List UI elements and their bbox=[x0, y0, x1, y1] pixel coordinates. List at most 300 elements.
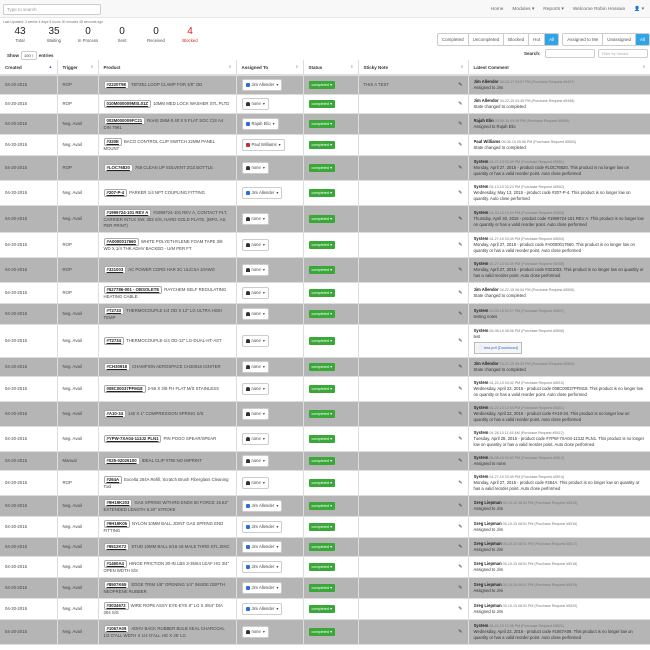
col-created[interactable]: Created ▲ bbox=[0, 60, 57, 75]
edit-note-pencil-icon[interactable]: ✎ bbox=[458, 436, 463, 442]
trigger-type: Neg. Avail bbox=[62, 338, 82, 343]
status-dropdown[interactable]: completed ▾ bbox=[309, 363, 336, 371]
cell-sticky-note[interactable] bbox=[358, 95, 468, 114]
status-dropdown[interactable]: completed ▾ bbox=[309, 189, 336, 197]
table-row bbox=[0, 538, 650, 557]
product-description: 140 X 1" COMPRESSION SPRING S/S bbox=[127, 411, 204, 416]
assignee-dropdown[interactable] bbox=[242, 79, 283, 91]
status-dropdown[interactable]: completed ▾ bbox=[309, 502, 336, 510]
comment-meta: 04-22-15 04:42 PM (Purchase Request #5510) bbox=[489, 381, 565, 385]
cell-latest-comment bbox=[468, 325, 650, 358]
comment-author: Paul Williams bbox=[473, 139, 501, 144]
product-code-link[interactable]: #1999724-101 REV A bbox=[104, 209, 152, 217]
assignee-dropdown[interactable] bbox=[242, 162, 269, 174]
cell-trigger bbox=[57, 114, 98, 135]
status-dropdown[interactable]: completed ▾ bbox=[309, 141, 336, 149]
product-description: RoHS 2MM-0.40 X 5 FLAT SOC C/S A4 DIN 7991 bbox=[103, 118, 224, 130]
status-dropdown[interactable]: completed ▾ bbox=[309, 164, 336, 172]
cell-trigger bbox=[57, 427, 98, 452]
cell-sticky-note[interactable] bbox=[358, 156, 468, 181]
status-dropdown[interactable]: completed ▾ bbox=[309, 241, 336, 249]
cell-sticky-note[interactable] bbox=[358, 206, 468, 233]
edit-note-pencil-icon[interactable]: ✎ bbox=[458, 503, 463, 509]
cell-latest-comment bbox=[468, 471, 650, 496]
comment-author: System bbox=[473, 236, 489, 241]
cell-sticky-note[interactable] bbox=[358, 377, 468, 402]
edit-note-pencil-icon[interactable]: ✎ bbox=[458, 458, 463, 464]
nav-links bbox=[491, 0, 644, 18]
caret-down-icon: ▾ bbox=[262, 386, 265, 391]
cell-trigger bbox=[57, 283, 98, 304]
cell-product bbox=[98, 156, 236, 181]
product-code-link[interactable]: #320E bbox=[104, 138, 122, 146]
assignee-dropdown[interactable] bbox=[242, 433, 269, 445]
product-code-link[interactable]: #T2734 bbox=[104, 337, 125, 345]
cell-status bbox=[303, 233, 358, 258]
edit-note-pencil-icon[interactable]: ✎ bbox=[458, 121, 463, 127]
stat-blocked[interactable] bbox=[173, 26, 207, 43]
trigger-type: ROP bbox=[62, 82, 72, 87]
cell-trigger bbox=[57, 538, 98, 557]
cell-assigned-to bbox=[236, 402, 303, 427]
edit-note-pencil-icon[interactable]: ✎ bbox=[458, 364, 463, 370]
table-row bbox=[0, 496, 650, 517]
sort-icon: ⇕ bbox=[460, 64, 464, 69]
status-dropdown[interactable]: completed ▾ bbox=[309, 410, 336, 418]
filter-completed[interactable]: Completed bbox=[438, 34, 469, 45]
comment-text: State changed to completed bbox=[473, 104, 526, 109]
table-row bbox=[0, 377, 650, 402]
product-description: BACO CONTROL CLIP SWITCH 22MM PANEL MOUNT bbox=[103, 139, 215, 151]
user-icon bbox=[246, 83, 250, 87]
cell-trigger bbox=[57, 496, 98, 517]
cell-product bbox=[98, 620, 236, 645]
edit-note-pencil-icon[interactable]: ✎ bbox=[458, 101, 463, 107]
user-icon bbox=[246, 102, 250, 106]
comment-meta: 05-08-15 04:52 PM (Purchase Request #5513) bbox=[489, 456, 565, 460]
cell-trigger bbox=[57, 233, 98, 258]
trigger-type: Neg. Avail bbox=[62, 311, 82, 316]
user-icon bbox=[246, 268, 250, 272]
assignee-dropdown[interactable] bbox=[242, 500, 283, 512]
entries-select[interactable]: 100 ↕ bbox=[21, 51, 37, 60]
comment-author: Jim Allendor bbox=[473, 361, 499, 366]
cell-sticky-note[interactable] bbox=[358, 452, 468, 471]
status-dropdown[interactable]: completed ▾ bbox=[309, 563, 336, 571]
cell-sticky-note[interactable] bbox=[358, 402, 468, 427]
assignee-dropdown[interactable] bbox=[242, 187, 283, 199]
cell-assigned-to bbox=[236, 233, 303, 258]
filter-uncompleted[interactable]: Uncompleted bbox=[469, 34, 505, 45]
product-code-link[interactable]: #264A bbox=[104, 476, 123, 484]
edit-note-pencil-icon[interactable]: ✎ bbox=[458, 606, 463, 612]
comment-text: Monday, April 27, 2015 - product code #LOC76820. This product is no longer low on quantity or has a valid reorder point. Auto close performed bbox=[473, 165, 630, 176]
product-code-link[interactable]: #9H19K203 bbox=[104, 499, 133, 507]
user-menu-icon[interactable]: 👤 ▾ bbox=[634, 6, 644, 12]
edit-note-pencil-icon[interactable]: ✎ bbox=[458, 82, 463, 88]
status-dropdown[interactable]: completed ▾ bbox=[309, 523, 336, 531]
assignee-name: none bbox=[251, 101, 261, 106]
col-product[interactable]: Product ⇕ bbox=[98, 60, 236, 75]
user-icon bbox=[246, 459, 250, 463]
status-dropdown[interactable]: completed ▾ bbox=[309, 289, 336, 297]
edit-note-pencil-icon[interactable]: ✎ bbox=[458, 564, 463, 570]
cell-sticky-note[interactable] bbox=[358, 557, 468, 578]
assignee-name: none bbox=[251, 411, 261, 416]
status-dropdown[interactable]: completed ▾ bbox=[309, 628, 336, 636]
product-code-link[interactable]: #025-02026100 bbox=[104, 457, 140, 465]
cell-created bbox=[0, 114, 57, 135]
cell-latest-comment bbox=[468, 402, 650, 427]
edit-note-pencil-icon[interactable]: ✎ bbox=[458, 629, 463, 635]
cell-sticky-note[interactable] bbox=[358, 496, 468, 517]
trigger-type: Neg. Avail bbox=[62, 564, 82, 569]
status-dropdown[interactable]: completed ▾ bbox=[309, 543, 336, 551]
trigger-type: Neg. Avail bbox=[62, 142, 82, 147]
comment-author: Greg Liepman bbox=[473, 521, 502, 526]
cell-latest-comment bbox=[468, 304, 650, 325]
cell-assigned-to bbox=[236, 206, 303, 233]
stat-received[interactable] bbox=[139, 26, 173, 43]
assignee-dropdown[interactable] bbox=[242, 408, 269, 420]
cell-status bbox=[303, 75, 358, 95]
created-date: 04-20-2015 bbox=[5, 386, 27, 391]
cell-assigned-to bbox=[236, 427, 303, 452]
col-assigned-to[interactable]: Assigned To ⇕ bbox=[236, 60, 303, 75]
product-code-link[interactable]: #A0000017660 bbox=[104, 238, 139, 246]
assignee-dropdown[interactable] bbox=[242, 213, 269, 225]
cell-sticky-note[interactable] bbox=[358, 114, 468, 135]
trigger-type: Neg. Avail bbox=[62, 524, 82, 529]
created-date: 04-20-2015 bbox=[5, 121, 27, 126]
entries-label: entries bbox=[38, 53, 54, 58]
assignee-dropdown[interactable] bbox=[242, 455, 269, 467]
created-date: 04-20-2015 bbox=[5, 165, 27, 170]
status-dropdown[interactable]: completed ▾ bbox=[309, 310, 336, 318]
stat-total[interactable] bbox=[3, 26, 37, 43]
edit-note-pencil-icon[interactable]: ✎ bbox=[458, 338, 463, 344]
nav-welcome-user[interactable]: Welcome Robin Hossain bbox=[572, 6, 626, 12]
cell-sticky-note[interactable] bbox=[358, 233, 468, 258]
caret-down-icon: ▾ bbox=[262, 480, 265, 485]
cell-sticky-note[interactable] bbox=[358, 325, 468, 358]
cell-sticky-note[interactable] bbox=[358, 471, 468, 496]
trigger-type: Neg. Avail bbox=[62, 411, 82, 416]
cell-trigger bbox=[57, 517, 98, 538]
product-code-link[interactable]: 008C00037PFM18 bbox=[104, 385, 146, 393]
trigger-type: ROP bbox=[62, 480, 72, 485]
assignee-dropdown[interactable] bbox=[242, 603, 283, 615]
cell-product bbox=[98, 181, 236, 206]
cell-sticky-note[interactable] bbox=[358, 181, 468, 206]
product-description: 2-56 X 3/8 FH FLAT M/S STAINLESS bbox=[147, 386, 219, 391]
edit-note-pencil-icon[interactable]: ✎ bbox=[458, 585, 463, 591]
cell-product bbox=[98, 95, 236, 114]
comment-text: State changed to completed bbox=[473, 145, 526, 150]
assignee-name: Jim Allender bbox=[251, 503, 275, 508]
product-description: IDEAL CLIP #790 NO IMPRINT bbox=[141, 458, 202, 463]
edit-note-pencil-icon[interactable]: ✎ bbox=[458, 165, 463, 171]
product-code-link[interactable]: #2220T98 bbox=[104, 81, 129, 89]
cell-created bbox=[0, 95, 57, 114]
comment-author: System bbox=[473, 159, 489, 164]
trigger-type: Neg. Avail bbox=[62, 436, 82, 441]
cell-sticky-note[interactable] bbox=[358, 599, 468, 620]
comment-text: Assigned to none bbox=[473, 461, 506, 466]
status-dropdown[interactable]: completed ▾ bbox=[309, 215, 336, 223]
product-code-link[interactable]: #9512K72 bbox=[104, 543, 130, 551]
filter-assigned-to-me[interactable]: Assigned to Me bbox=[563, 34, 603, 45]
status-dropdown[interactable]: completed ▾ bbox=[309, 81, 336, 89]
edit-note-pencil-icon[interactable]: ✎ bbox=[458, 216, 463, 222]
cell-product bbox=[98, 599, 236, 620]
status-dropdown[interactable]: completed ▾ bbox=[309, 266, 336, 274]
user-icon bbox=[246, 504, 250, 508]
product-description: TEFZEL LOOP CLAMP FOR 3/8" OD bbox=[130, 82, 203, 87]
comment-author: System bbox=[473, 474, 489, 479]
edit-note-pencil-icon[interactable]: ✎ bbox=[458, 311, 463, 317]
edit-note-pencil-icon[interactable]: ✎ bbox=[458, 480, 463, 486]
product-code-link[interactable]: #1460A4 bbox=[104, 560, 127, 568]
cell-created bbox=[0, 283, 57, 304]
product-code-link[interactable]: #3034672 bbox=[104, 602, 129, 610]
filter-unassigned[interactable]: Unassigned bbox=[603, 34, 636, 45]
global-search-input[interactable]: Type to search bbox=[3, 4, 101, 15]
assignee-dropdown[interactable] bbox=[242, 361, 269, 373]
nav-reports-dropdown[interactable]: Reports ▾ bbox=[543, 6, 564, 12]
product-code-link[interactable]: 010M000009MSL01Z bbox=[104, 100, 152, 108]
assignee-dropdown[interactable] bbox=[242, 98, 269, 110]
created-date: 04-20-2015 bbox=[5, 190, 27, 195]
filter-all-state[interactable]: All bbox=[545, 34, 558, 45]
product-code-link[interactable]: #LOC76820 bbox=[104, 164, 133, 172]
col-status[interactable]: Status ⇕ bbox=[303, 60, 358, 75]
assignee-dropdown[interactable] bbox=[242, 561, 283, 573]
edit-note-pencil-icon[interactable]: ✎ bbox=[458, 544, 463, 550]
assignee-dropdown[interactable] bbox=[242, 287, 269, 299]
cell-sticky-note[interactable] bbox=[358, 538, 468, 557]
cell-assigned-to bbox=[236, 620, 303, 645]
caret-down-icon: ▾ bbox=[276, 82, 279, 87]
product-code-link[interactable]: #8507K65 bbox=[104, 581, 130, 589]
comment-text: test bbox=[473, 334, 481, 339]
stat-label: In Process bbox=[77, 38, 99, 43]
comment-author: Jim Allendor bbox=[473, 287, 499, 292]
status-dropdown[interactable]: completed ▾ bbox=[309, 120, 336, 128]
cell-sticky-note[interactable] bbox=[358, 304, 468, 325]
comment-author: Rajah Elio bbox=[473, 118, 494, 123]
edit-note-pencil-icon[interactable]: ✎ bbox=[458, 190, 463, 196]
assignee-dropdown[interactable] bbox=[242, 477, 269, 489]
created-date: 04-20-2015 bbox=[5, 436, 27, 441]
nav-home[interactable]: Home bbox=[490, 6, 504, 12]
product-code-link[interactable]: #CH30918 bbox=[104, 363, 131, 371]
col-trigger[interactable]: Trigger ⇕ bbox=[57, 60, 98, 75]
user-icon bbox=[246, 412, 250, 416]
cell-status bbox=[303, 181, 358, 206]
cell-product bbox=[98, 402, 236, 427]
product-description: RAYCHEM SELF REGULATING HEATING CABLE bbox=[103, 287, 227, 299]
search-label: Search: bbox=[524, 51, 541, 56]
table-row bbox=[0, 75, 650, 95]
assignee-name: none bbox=[251, 311, 261, 316]
sort-asc-icon: ▲ bbox=[48, 64, 53, 69]
cell-sticky-note[interactable] bbox=[358, 75, 468, 95]
status-dropdown[interactable]: completed ▾ bbox=[309, 584, 336, 592]
user-icon bbox=[246, 312, 250, 316]
stat-waiting[interactable] bbox=[37, 26, 71, 43]
cell-trigger bbox=[57, 75, 98, 95]
cell-sticky-note[interactable] bbox=[358, 135, 468, 156]
cell-status bbox=[303, 578, 358, 599]
assignee-dropdown[interactable] bbox=[242, 541, 283, 553]
attachment-file[interactable]: 📄 test.pdf [Download] bbox=[474, 342, 522, 354]
product-code-link[interactable]: #9H19K06 bbox=[104, 520, 131, 528]
status-dropdown[interactable]: completed ▾ bbox=[309, 100, 336, 108]
comment-author: System bbox=[473, 455, 489, 460]
product-description: 768 CLEAN UP SOLVENT 2OZ BOTTLE bbox=[134, 165, 214, 170]
cell-sticky-note[interactable] bbox=[358, 578, 468, 599]
edit-note-pencil-icon[interactable]: ✎ bbox=[458, 524, 463, 530]
product-code-link[interactable]: #T2733 bbox=[104, 307, 125, 315]
filter-blocked[interactable]: Blocked bbox=[504, 34, 529, 45]
comment-author: System bbox=[473, 623, 489, 628]
cell-latest-comment bbox=[468, 75, 650, 95]
status-dropdown[interactable]: completed ▾ bbox=[309, 385, 336, 393]
table-row bbox=[0, 114, 650, 135]
cell-product bbox=[98, 452, 236, 471]
product-description: Excelta 264A Refill, Scratch Brush Fiberglass Cleaning Tool bbox=[103, 477, 229, 489]
edit-note-pencil-icon[interactable]: ✎ bbox=[458, 411, 463, 417]
filter-all-assignee[interactable]: All bbox=[636, 34, 649, 45]
comment-meta: 04-22-15 12:36 PM (Purchase Request #5521) bbox=[489, 624, 565, 628]
cell-latest-comment bbox=[468, 114, 650, 135]
cell-assigned-to bbox=[236, 358, 303, 377]
caret-down-icon: ▾ bbox=[262, 242, 265, 247]
cell-product bbox=[98, 358, 236, 377]
nav-modules-dropdown[interactable]: Modules ▾ bbox=[512, 6, 535, 12]
comment-text: Monday, April 27, 2015 - product code #321003. This product is no longer low on quantity or has a valid reorder point. Auto close performed bbox=[473, 267, 644, 278]
cell-sticky-note[interactable] bbox=[358, 258, 468, 283]
table-row bbox=[0, 517, 650, 538]
assignee-dropdown[interactable] bbox=[242, 118, 279, 130]
edit-note-pencil-icon[interactable]: ✎ bbox=[458, 142, 463, 148]
product-code-link[interactable]: 002M000009FC21 bbox=[104, 117, 146, 125]
product-code-link[interactable]: #A10-34 bbox=[104, 410, 126, 418]
status-dropdown[interactable]: completed ▾ bbox=[309, 479, 336, 487]
cell-assigned-to bbox=[236, 258, 303, 283]
table-row bbox=[0, 156, 650, 181]
comment-meta: 05-15-15 08:51 PM (Purchase Request #5517) bbox=[502, 542, 578, 546]
cell-trigger bbox=[57, 599, 98, 620]
created-date: 04-20-2015 bbox=[5, 524, 27, 529]
product-description: #1999724-101 REV A, CONTACT PLT, CARRIER INTLK SW, 303 S/S, HARD GOLD PLATE, (MFG. AS PER PRINT) bbox=[103, 210, 228, 228]
assignee-dropdown[interactable] bbox=[242, 335, 269, 347]
edit-note-pencil-icon[interactable]: ✎ bbox=[458, 386, 463, 392]
table-search-input[interactable] bbox=[545, 49, 595, 58]
caret-down-icon: ▾ bbox=[262, 629, 265, 634]
edit-note-pencil-icon[interactable]: ✎ bbox=[458, 290, 463, 296]
assignee-dropdown[interactable] bbox=[242, 521, 283, 533]
caret-down-icon: ▾ bbox=[262, 290, 265, 295]
vendor-filter-input[interactable]: Filter by Vendor bbox=[598, 49, 648, 58]
product-code-link[interactable]: #321003 bbox=[104, 266, 127, 274]
status-dropdown[interactable]: completed ▾ bbox=[309, 457, 336, 465]
assignee-dropdown[interactable] bbox=[242, 139, 285, 151]
assignee-name: none bbox=[251, 458, 261, 463]
cell-status bbox=[303, 427, 358, 452]
table-row bbox=[0, 620, 650, 645]
cell-status bbox=[303, 599, 358, 620]
show-label: Show bbox=[7, 53, 19, 58]
cell-sticky-note[interactable] bbox=[358, 358, 468, 377]
table-row bbox=[0, 304, 650, 325]
stat-in-process[interactable] bbox=[71, 26, 105, 43]
trigger-type: ROP bbox=[62, 165, 72, 170]
cell-trigger bbox=[57, 358, 98, 377]
assignee-dropdown[interactable] bbox=[242, 239, 269, 251]
cell-trigger bbox=[57, 452, 98, 471]
stat-sent[interactable] bbox=[105, 26, 139, 43]
caret-down-icon: ▾ bbox=[262, 364, 265, 369]
comment-text: Wednesday, May 13, 2015 - product code #207-P-4. This product is no longer low on quantity. Auto close performed bbox=[473, 190, 631, 201]
comment-meta: 05-15-15 08:51 PM (Purchase Request #5520) bbox=[502, 604, 578, 608]
cell-status bbox=[303, 452, 358, 471]
assignee-dropdown[interactable] bbox=[242, 264, 269, 276]
cell-sticky-note[interactable] bbox=[358, 283, 468, 304]
cell-product bbox=[98, 471, 236, 496]
table-header bbox=[0, 60, 650, 75]
status-dropdown[interactable]: completed ▾ bbox=[309, 435, 336, 443]
assignee-dropdown[interactable] bbox=[242, 626, 269, 638]
cell-sticky-note[interactable] bbox=[358, 620, 468, 645]
col-latest-comment[interactable]: Latest Comment ⇕ bbox=[468, 60, 650, 75]
product-code-link[interactable]: #YPW-7XA04-113J2 PLN1 bbox=[104, 435, 162, 443]
product-code-link[interactable]: #207-P-4 bbox=[104, 189, 128, 197]
cell-sticky-note[interactable] bbox=[358, 517, 468, 538]
cell-created bbox=[0, 258, 57, 283]
caret-down-icon: ▾ bbox=[262, 338, 265, 343]
requests-table bbox=[0, 60, 650, 645]
caret-down-icon: ▾ bbox=[276, 524, 279, 529]
comment-text: Monday, April 27, 2015 - product code #A0000017660. This product is no longer low on quantity or has a valid reorder point. Auto close performed bbox=[473, 242, 635, 253]
cell-product bbox=[98, 517, 236, 538]
assignee-name: Jim Allender bbox=[251, 544, 275, 549]
cell-product bbox=[98, 114, 236, 135]
assignee-dropdown[interactable] bbox=[242, 582, 283, 594]
status-dropdown[interactable]: completed ▾ bbox=[309, 605, 336, 613]
filter-hot[interactable]: Hot bbox=[529, 34, 545, 45]
edit-note-pencil-icon[interactable]: ✎ bbox=[458, 267, 463, 273]
assignee-dropdown[interactable] bbox=[242, 308, 269, 320]
product-code-link[interactable]: #1067A09 bbox=[104, 625, 130, 633]
assignee-name: Jim Allender bbox=[251, 606, 275, 611]
status-dropdown[interactable]: completed ▾ bbox=[309, 337, 336, 345]
cell-trigger bbox=[57, 620, 98, 645]
caret-down-icon: ▾ bbox=[276, 544, 279, 549]
comment-text: Assigned to Jim bbox=[473, 85, 504, 90]
edit-note-pencil-icon[interactable]: ✎ bbox=[458, 242, 463, 248]
comment-text: Assigned to Jim bbox=[473, 527, 504, 532]
cell-sticky-note[interactable] bbox=[358, 427, 468, 452]
product-code-link[interactable]: #527786-001 - OBSOLETE bbox=[104, 286, 163, 294]
col-sticky-note[interactable]: Sticky Note ⇕ bbox=[358, 60, 468, 75]
assignee-dropdown[interactable] bbox=[242, 383, 269, 395]
comment-author: Greg Liepman bbox=[473, 561, 502, 566]
navbar bbox=[0, 0, 650, 18]
comment-text: Wednesday, April 22, 2015 - product code #1067A09. This product is no longer low on quantity or has a valid reorder point. Auto close performed bbox=[473, 629, 633, 640]
table-row bbox=[0, 427, 650, 452]
